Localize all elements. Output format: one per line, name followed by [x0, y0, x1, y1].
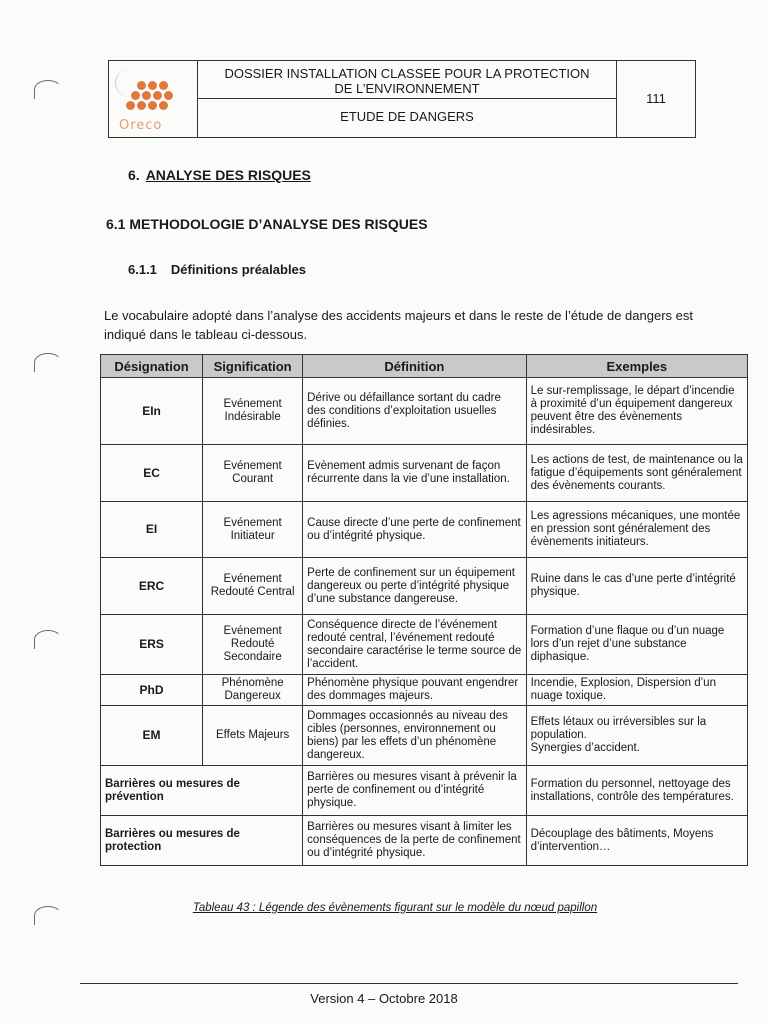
cell-designation: EC [101, 445, 203, 502]
cell-designation: ERC [101, 558, 203, 615]
logo-text: Oreco [119, 118, 163, 133]
cell-definition: Conséquence directe de l’événement redouté central, l’événement redouté secondaire caractérise le terme source de l’accident. [303, 615, 526, 675]
logo-dot [159, 81, 168, 90]
logo-dot [153, 91, 162, 100]
cell-definition: Barrières ou mesures visant à limiter les conséquences de la perte de confinement ou d’intégrité physique. [303, 816, 526, 866]
cell-exemples: Découplage des bâtiments, Moyens d’intervention… [526, 816, 747, 866]
cell-exemples: Effets létaux ou irréversibles sur la population. Synergies d’accident. [526, 706, 747, 766]
cell-designation: PhD [101, 675, 203, 706]
cell-designation: EI [101, 502, 203, 558]
punch-hole [34, 906, 62, 925]
table-row [101, 816, 748, 866]
logo-dot [159, 101, 168, 110]
cell-definition: Dérive ou défaillance sortant du cadre des conditions d’exploitation usuelles définies. [303, 378, 526, 445]
table-header-row [101, 355, 748, 378]
header-subtitle: ETUDE DE DANGERS [340, 109, 474, 124]
cell-signification: Evénement Indésirable [203, 378, 303, 445]
column-header: Désignation [101, 355, 203, 378]
table-row [101, 766, 748, 816]
cell-definition: Dommages occasionnés au niveau des cibles (personnes, environnement ou biens) par les effets d’un phénomène dangereux. [303, 706, 526, 766]
logo-dot [126, 101, 135, 110]
intro-paragraph: Le vocabulaire adopté dans l’analyse des accidents majeurs et dans le reste de l’étude de dangers est indiqué dans le tableau ci-dessous. [104, 308, 693, 342]
logo-dot [148, 101, 157, 110]
cell-exemples: Formation du personnel, nettoyage des installations, contrôle des températures. [526, 766, 747, 816]
cell-exemples: Formation d’une flaque ou d’un nuage lors d’un rejet d’une substance diphasique. [526, 615, 747, 675]
column-header: Exemples [526, 355, 747, 378]
subsubsection-number: 6.1.1 [128, 262, 157, 277]
table-row [101, 502, 748, 558]
document-header [108, 60, 696, 138]
section-heading [128, 167, 311, 183]
table-caption: Tableau 43 : Légende des évènements figurant sur le modèle du nœud papillon [192, 902, 598, 914]
cell-designation: Barrières ou mesures de protection [101, 816, 303, 866]
table-row [101, 706, 748, 766]
cell-signification: Phénomène Dangereux [203, 675, 303, 706]
subsection-heading: 6.1 METHODOLOGIE D’ANALYSE DES RISQUES [106, 216, 428, 232]
cell-signification: Evénement Courant [203, 445, 303, 502]
table-row [101, 615, 748, 675]
logo-dot [142, 91, 151, 100]
logo-dot [137, 101, 146, 110]
header-title-line1: DOSSIER INSTALLATION CLASSEE POUR LA PROTECTION [224, 66, 590, 81]
cell-definition: Evènement admis survenant de façon récurrente dans la vie d’une installation. [303, 445, 526, 502]
footer-divider [80, 983, 738, 984]
page-number: 111 [646, 91, 666, 106]
table-row [101, 445, 748, 502]
logo-dot [148, 81, 157, 90]
section-number: 6. [128, 167, 140, 183]
punch-hole [34, 630, 62, 649]
cell-definition: Phénomène physique pouvant engendrer des dommages majeurs. [303, 675, 526, 706]
logo-dot [164, 91, 173, 100]
oreco-logo [109, 61, 198, 137]
cell-exemples: Incendie, Explosion, Dispersion d’un nuage toxique. [526, 675, 747, 706]
subsubsection-heading [128, 262, 306, 277]
header-title-line2: DE L’ENVIRONNEMENT [334, 81, 480, 96]
cell-definition: Perte de confinement sur un équipement dangereux ou perte d’intégrité physique d’une substance dangereuse. [303, 558, 526, 615]
cell-exemples: Les actions de test, de maintenance ou la fatigue d’équipements sont généralement des évènements courants. [526, 445, 747, 502]
cell-signification: Evénement Initiateur [203, 502, 303, 558]
punch-hole [34, 353, 62, 372]
column-header: Définition [303, 355, 526, 378]
section-title: ANALYSE DES RISQUES [145, 167, 311, 183]
cell-exemples: Ruine dans le cas d’une perte d’intégrité physique. [526, 558, 747, 615]
cell-designation: ERS [101, 615, 203, 675]
subsubsection-title: Définitions préalables [170, 262, 307, 277]
logo-dot [131, 91, 140, 100]
table-row [101, 675, 748, 706]
header-title [198, 61, 616, 99]
table-row [101, 378, 748, 445]
cell-definition: Cause directe d’une perte de confinement ou d’intégrité physique. [303, 502, 526, 558]
cell-signification: Effets Majeurs [203, 706, 303, 766]
punch-hole [34, 80, 62, 99]
cell-signification: Evénement Redouté Central [203, 558, 303, 615]
cell-designation: EM [101, 706, 203, 766]
cell-designation: EIn [101, 378, 203, 445]
logo-dot [137, 81, 146, 90]
cell-signification: Evénement Redouté Secondaire [203, 615, 303, 675]
cell-exemples: Les agressions mécaniques, une montée en pression sont généralement des évènements initiateurs. [526, 502, 747, 558]
cell-definition: Barrières ou mesures visant à prévenir la perte de confinement ou d’intégrité physique. [303, 766, 526, 816]
definitions-table [100, 354, 748, 866]
cell-exemples: Le sur-remplissage, le départ d’incendie à proximité d’un équipement dangereux peuvent être des évènements indésirables. [526, 378, 747, 445]
column-header: Signification [203, 355, 303, 378]
footer-version: Version 4 – Octobre 2018 [310, 991, 458, 1006]
cell-designation: Barrières ou mesures de prévention [101, 766, 303, 816]
table-row [101, 558, 748, 615]
